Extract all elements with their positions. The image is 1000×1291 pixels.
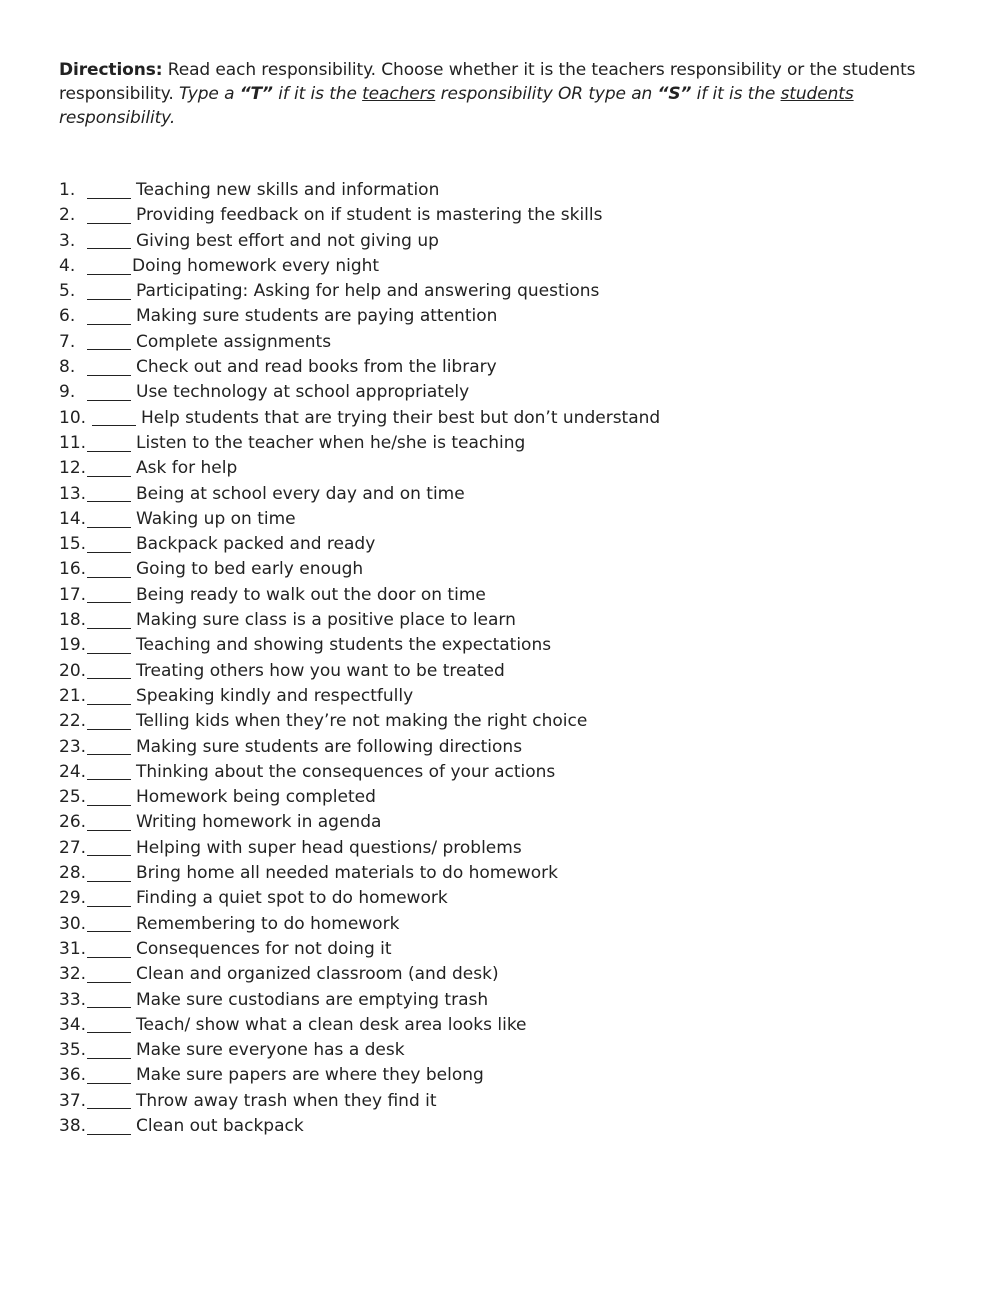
answer-blank[interactable] [87, 956, 131, 958]
item-text: Teaching and showing students the expectations [136, 635, 552, 656]
item-number: 17. [59, 584, 87, 605]
item-number: 23. [59, 736, 87, 757]
answer-blank[interactable] [87, 526, 131, 528]
s-letter: “S” [657, 84, 692, 104]
item-number: 18. [59, 610, 87, 631]
list-item [59, 608, 959, 633]
item-text: Making sure students are paying attention [136, 306, 498, 327]
list-item [59, 178, 959, 203]
list-item [59, 456, 959, 481]
list-item [59, 912, 959, 937]
list-item [59, 279, 959, 304]
item-number: 19. [59, 635, 87, 656]
answer-blank[interactable] [87, 728, 131, 730]
instruction-type-a: Type a [178, 84, 240, 104]
answer-blank[interactable] [87, 222, 131, 224]
list-item [59, 684, 959, 709]
item-text: Teaching new skills and information [136, 180, 440, 200]
item-number: 30. [59, 913, 87, 934]
list-item [59, 532, 959, 557]
answer-blank[interactable] [87, 880, 131, 882]
list-item [59, 988, 959, 1013]
answer-blank[interactable] [87, 804, 131, 806]
item-text: Helping with super head questions/ problems [136, 837, 522, 858]
list-item [59, 861, 959, 886]
item-text: Backpack packed and ready [136, 534, 376, 555]
directions-instruction [59, 84, 854, 128]
item-number: 10. [59, 407, 87, 428]
item-text: Participating: Asking for help and answering questions [136, 281, 600, 302]
item-number: 20. [59, 660, 87, 681]
item-text: Making sure students are following directions [136, 736, 523, 757]
list-item [59, 1038, 959, 1063]
answer-blank[interactable] [87, 450, 131, 452]
answer-blank[interactable] [87, 399, 131, 401]
item-text: Bring home all needed materials to do homework [136, 863, 558, 884]
item-text: Waking up on time [136, 508, 296, 529]
item-text: Providing feedback on if student is mastering the skills [136, 205, 603, 226]
item-number: 9. [59, 382, 76, 403]
item-number: 7. [59, 331, 76, 352]
item-number: 38. [59, 1115, 87, 1136]
item-number: 33. [59, 989, 87, 1010]
list-item [59, 380, 959, 405]
list-item [59, 1013, 959, 1038]
answer-blank[interactable] [87, 981, 131, 983]
list-item [59, 203, 959, 228]
answer-blank[interactable] [87, 576, 131, 578]
list-item [59, 406, 959, 431]
list-item [59, 810, 959, 835]
answer-blank[interactable] [87, 247, 131, 249]
answer-blank[interactable] [87, 1082, 131, 1084]
item-text: Remembering to do homework [136, 913, 400, 934]
item-text: Throw away trash when they find it [136, 1090, 437, 1111]
item-number: 36. [59, 1065, 87, 1086]
item-text: Make sure custodians are emptying trash [136, 989, 489, 1010]
item-text: Make sure everyone has a desk [136, 1040, 405, 1061]
item-text: Check out and read books from the library [136, 357, 497, 378]
instruction-end: responsibility. [59, 108, 176, 128]
item-text: Listen to the teacher when he/she is teaching [136, 432, 526, 453]
directions-paragraph [59, 58, 929, 130]
list-item [59, 557, 959, 582]
item-number: 8. [59, 357, 76, 378]
instruction-or: responsibility OR type an [435, 84, 658, 104]
answer-blank[interactable] [87, 1133, 131, 1135]
item-text: Make sure papers are where they belong [136, 1065, 484, 1086]
list-item [59, 304, 959, 329]
list-item [59, 330, 959, 355]
item-number: 28. [59, 863, 87, 884]
answer-blank[interactable] [87, 500, 131, 502]
item-text: Use technology at school appropriately [136, 382, 470, 403]
item-number: 34. [59, 1014, 87, 1035]
item-number: 29. [59, 888, 87, 909]
teachers-word: teachers [362, 84, 436, 104]
item-number: 32. [59, 964, 87, 985]
answer-blank[interactable] [87, 197, 131, 199]
answer-blank[interactable] [87, 905, 131, 907]
item-number: 3. [59, 230, 76, 251]
answer-blank[interactable] [87, 778, 131, 780]
item-number: 37. [59, 1090, 87, 1111]
item-number: 27. [59, 837, 87, 858]
answer-blank[interactable] [87, 348, 131, 350]
item-number: 24. [59, 761, 87, 782]
list-item [59, 962, 959, 987]
instruction-if-1: if it is the [272, 84, 363, 104]
answer-blank[interactable] [87, 374, 131, 376]
list-item [59, 735, 959, 760]
item-number: 6. [59, 306, 76, 327]
item-number: 35. [59, 1040, 87, 1061]
item-text: Thinking about the consequences of your actions [136, 761, 556, 782]
list-item [59, 1114, 959, 1139]
item-text: Clean out backpack [136, 1115, 304, 1136]
item-text: Treating others how you want to be treated [136, 660, 505, 681]
item-text: Clean and organized classroom (and desk) [136, 964, 499, 985]
answer-blank[interactable] [87, 551, 131, 553]
answer-blank[interactable] [87, 703, 131, 705]
list-item [59, 785, 959, 810]
list-item [59, 355, 959, 380]
answer-blank[interactable] [87, 1107, 131, 1109]
list-item [59, 937, 959, 962]
item-text: Teach/ show what a clean desk area looks like [136, 1014, 527, 1035]
directions-label: Directions: [59, 60, 163, 80]
list-item [59, 431, 959, 456]
item-number: 2. [59, 205, 76, 226]
item-text: Speaking kindly and respectfully [136, 685, 414, 706]
item-number: 4. [59, 255, 76, 276]
list-item [59, 659, 959, 684]
instruction-if-2: if it is the [691, 84, 781, 104]
answer-blank[interactable] [87, 677, 131, 679]
item-text: Being at school every day and on time [136, 483, 465, 504]
item-text: Giving best effort and not giving up [136, 230, 439, 251]
t-letter: “T” [239, 84, 273, 104]
item-number: 12. [59, 458, 87, 479]
item-number: 16. [59, 559, 87, 580]
item-text: Homework being completed [136, 787, 376, 808]
answer-blank[interactable] [87, 273, 131, 275]
list-item [59, 254, 959, 279]
list-item [59, 836, 959, 861]
item-text: Complete assignments [136, 331, 332, 352]
item-number: 13. [59, 483, 87, 504]
item-text: Telling kids when they’re not making the right choice [136, 711, 588, 732]
answer-blank[interactable] [87, 627, 131, 629]
answer-blank[interactable] [87, 753, 131, 755]
item-number: 21. [59, 685, 87, 706]
item-number: 31. [59, 938, 87, 959]
list-item [59, 229, 959, 254]
item-number: 15. [59, 534, 87, 555]
item-number: 11. [59, 432, 87, 453]
item-number: 22. [59, 711, 87, 732]
item-text: Writing homework in agenda [136, 812, 382, 833]
list-item [59, 633, 959, 658]
item-text: Making sure class is a positive place to learn [136, 610, 516, 631]
answer-blank[interactable] [87, 601, 131, 603]
answer-blank[interactable] [92, 424, 136, 426]
item-number: 26. [59, 812, 87, 833]
item-text: Ask for help [136, 458, 238, 479]
answer-blank[interactable] [87, 1031, 131, 1033]
list-item [59, 886, 959, 911]
answer-blank[interactable] [87, 475, 131, 477]
item-number: 14. [59, 508, 87, 529]
answer-blank[interactable] [87, 930, 131, 932]
answer-blank[interactable] [87, 652, 131, 654]
answer-blank[interactable] [87, 1006, 131, 1008]
list-item [59, 1089, 959, 1114]
item-text: Doing homework every night [132, 255, 380, 276]
item-number: 1. [59, 180, 76, 200]
item-number: 5. [59, 281, 76, 302]
answer-blank[interactable] [87, 298, 131, 300]
list-item [59, 1063, 959, 1088]
list-item [59, 760, 959, 785]
answer-blank[interactable] [87, 323, 131, 325]
list-item [59, 583, 959, 608]
responsibility-list [59, 178, 959, 1139]
item-text: Help students that are trying their best but don’t understand [141, 407, 661, 428]
list-item [59, 709, 959, 734]
item-text: Consequences for not doing it [136, 938, 392, 959]
item-text: Going to bed early enough [136, 559, 364, 580]
directions-sentence: Read each responsibility. Choose whether it is the teachers responsibility or the students responsibility. [59, 60, 916, 104]
answer-blank[interactable] [87, 1057, 131, 1059]
answer-blank[interactable] [87, 854, 131, 856]
students-word: students [780, 84, 854, 104]
answer-blank[interactable] [87, 829, 131, 831]
item-text: Being ready to walk out the door on time [136, 584, 486, 605]
item-text: Finding a quiet spot to do homework [136, 888, 448, 909]
list-item [59, 507, 959, 532]
item-number: 25. [59, 787, 87, 808]
list-item [59, 482, 959, 507]
